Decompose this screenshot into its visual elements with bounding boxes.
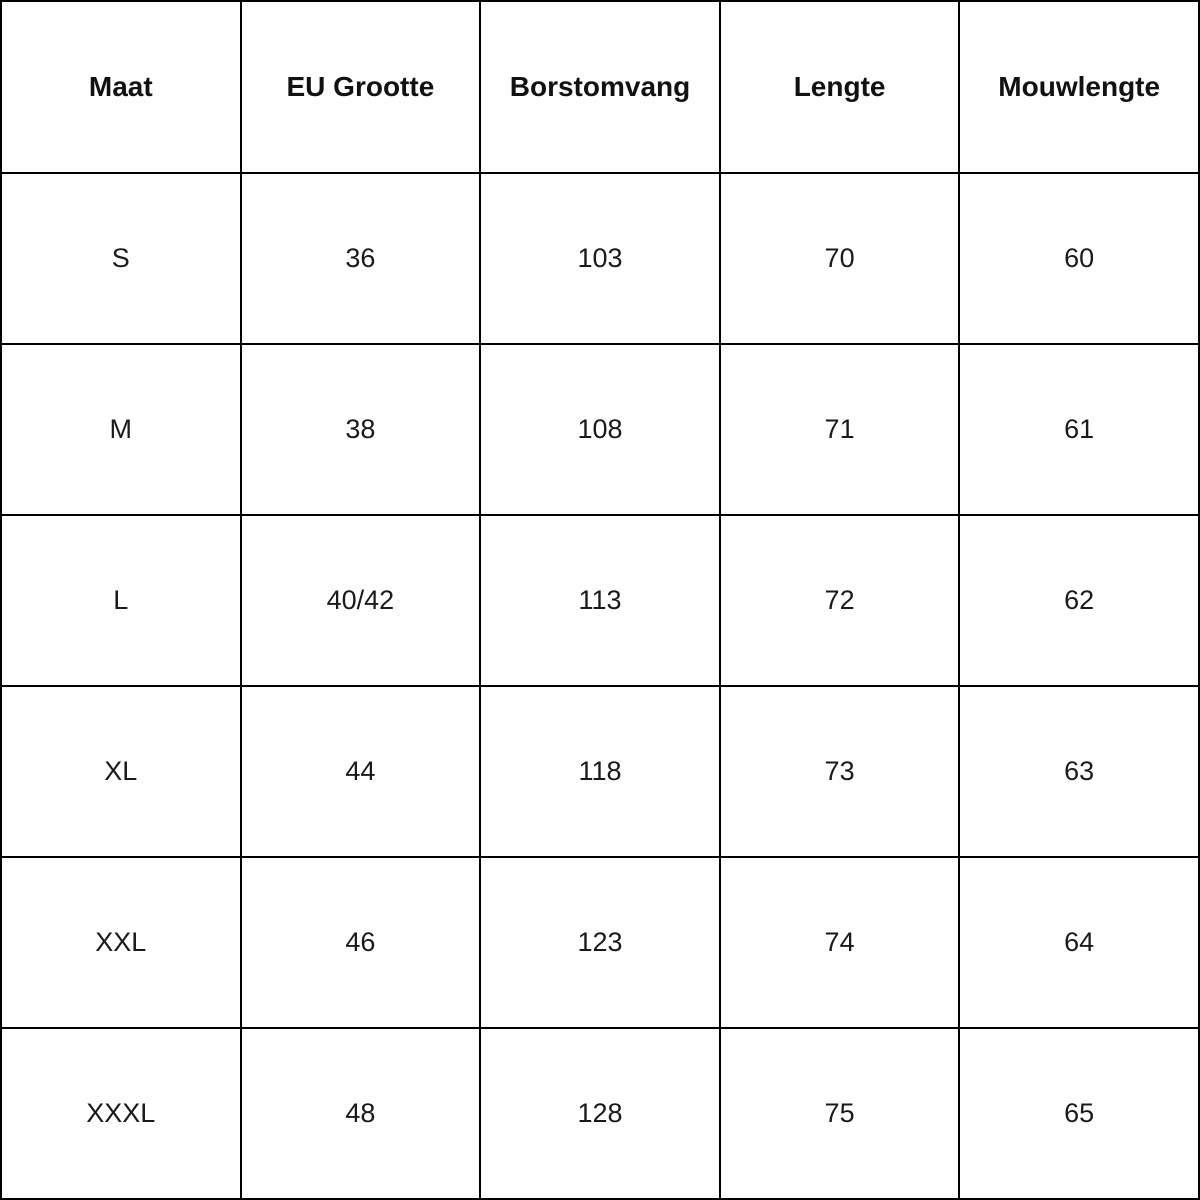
table-row-m: [1, 344, 1199, 515]
cell-lengte: 73: [720, 686, 960, 857]
cell-eu-grootte: 40/42: [241, 515, 481, 686]
cell-lengte: 74: [720, 857, 960, 1028]
table-body: [1, 173, 1199, 1199]
cell-lengte: 75: [720, 1028, 960, 1199]
table-row-xl: [1, 686, 1199, 857]
cell-borstomvang: 103: [480, 173, 720, 344]
table-row-l: [1, 515, 1199, 686]
cell-borstomvang: 108: [480, 344, 720, 515]
table-header: [1, 1, 1199, 173]
cell-eu-grootte: 36: [241, 173, 481, 344]
column-header-eu-grootte: EU Grootte: [241, 1, 481, 173]
cell-maat: L: [1, 515, 241, 686]
cell-eu-grootte: 48: [241, 1028, 481, 1199]
cell-mouwlengte: 62: [959, 515, 1199, 686]
cell-maat: XXXL: [1, 1028, 241, 1199]
cell-lengte: 72: [720, 515, 960, 686]
cell-mouwlengte: 61: [959, 344, 1199, 515]
table-row-s: [1, 173, 1199, 344]
cell-lengte: 71: [720, 344, 960, 515]
column-header-lengte: Lengte: [720, 1, 960, 173]
cell-maat: XXL: [1, 857, 241, 1028]
cell-eu-grootte: 44: [241, 686, 481, 857]
cell-maat: S: [1, 173, 241, 344]
cell-eu-grootte: 38: [241, 344, 481, 515]
cell-borstomvang: 113: [480, 515, 720, 686]
table-row-xxxl: [1, 1028, 1199, 1199]
cell-borstomvang: 118: [480, 686, 720, 857]
cell-mouwlengte: 60: [959, 173, 1199, 344]
cell-lengte: 70: [720, 173, 960, 344]
cell-maat: M: [1, 344, 241, 515]
cell-mouwlengte: 65: [959, 1028, 1199, 1199]
column-header-mouwlengte: Mouwlengte: [959, 1, 1199, 173]
cell-borstomvang: 128: [480, 1028, 720, 1199]
cell-eu-grootte: 46: [241, 857, 481, 1028]
cell-mouwlengte: 64: [959, 857, 1199, 1028]
cell-maat: XL: [1, 686, 241, 857]
header-row: [1, 1, 1199, 173]
cell-borstomvang: 123: [480, 857, 720, 1028]
cell-mouwlengte: 63: [959, 686, 1199, 857]
column-header-maat: Maat: [1, 1, 241, 173]
table-row-xxl: [1, 857, 1199, 1028]
column-header-borstomvang: Borstomvang: [480, 1, 720, 173]
